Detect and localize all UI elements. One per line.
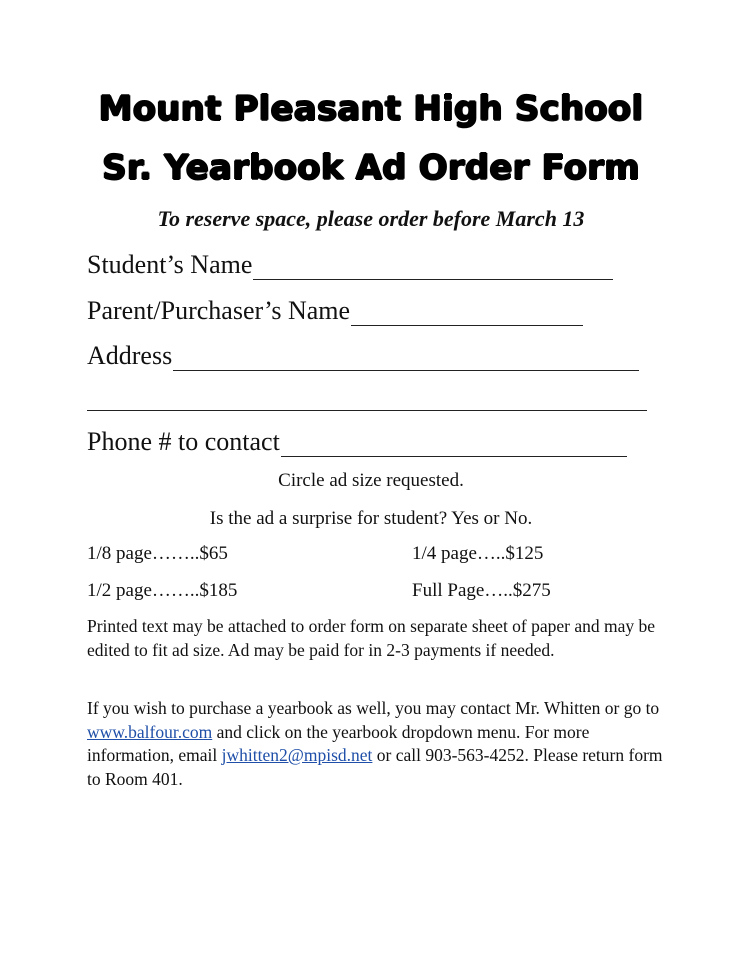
email-link[interactable]: jwhitten2@mpisd.net: [221, 745, 373, 765]
address-second-line: [87, 410, 647, 411]
phone-field: [87, 427, 627, 457]
address-label: Address: [87, 341, 173, 370]
price-quarter-page: 1/4 page…..$125: [412, 543, 544, 564]
parent-name-label: Parent/Purchaser’s Name: [87, 296, 351, 325]
parent-name-blank: [351, 301, 583, 326]
phone-blank: [281, 432, 627, 457]
price-full-page: Full Page…..$275: [412, 580, 551, 601]
purchase-info-text-3: or call 903-563-4252. Please return form to Room 401.: [87, 745, 663, 789]
purchase-info-text-2: and click on the yearbook dropdown menu. For more information, email: [87, 721, 590, 765]
phone-label: Phone # to contact: [87, 427, 280, 456]
balfour-link[interactable]: www.balfour.com: [87, 721, 213, 742]
address-field: [87, 341, 639, 371]
purchase-info-text-1: If you wish to purchase a yearbook as well, you may contact Mr. Whitten or go to: [87, 698, 660, 718]
order-deadline-subtitle: To reserve space, please order before March 13: [157, 206, 585, 231]
surprise-question: Is the ad a surprise for student? Yes or No.: [209, 508, 533, 529]
form-title-school: Mount Pleasant High School: [98, 89, 644, 129]
circle-ad-size-instruction: Circle ad size requested.: [278, 470, 464, 491]
student-name-field: [87, 250, 613, 280]
parent-name-field: [87, 296, 583, 326]
student-name-label: Student’s Name: [87, 250, 253, 279]
address-blank: [173, 346, 639, 371]
price-eighth-page: 1/8 page……..$65: [87, 543, 228, 564]
price-half-page: 1/2 page……..$185: [87, 580, 238, 601]
form-title: Sr. Yearbook Ad Order Form: [102, 148, 640, 188]
student-name-blank: [253, 255, 613, 280]
purchase-info-paragraph: [87, 697, 667, 791]
printed-text-note: Printed text may be attached to order form on separate sheet of paper and may be edited to fit ad size. Ad may be paid for in 2-3 payments if needed.: [87, 616, 656, 660]
